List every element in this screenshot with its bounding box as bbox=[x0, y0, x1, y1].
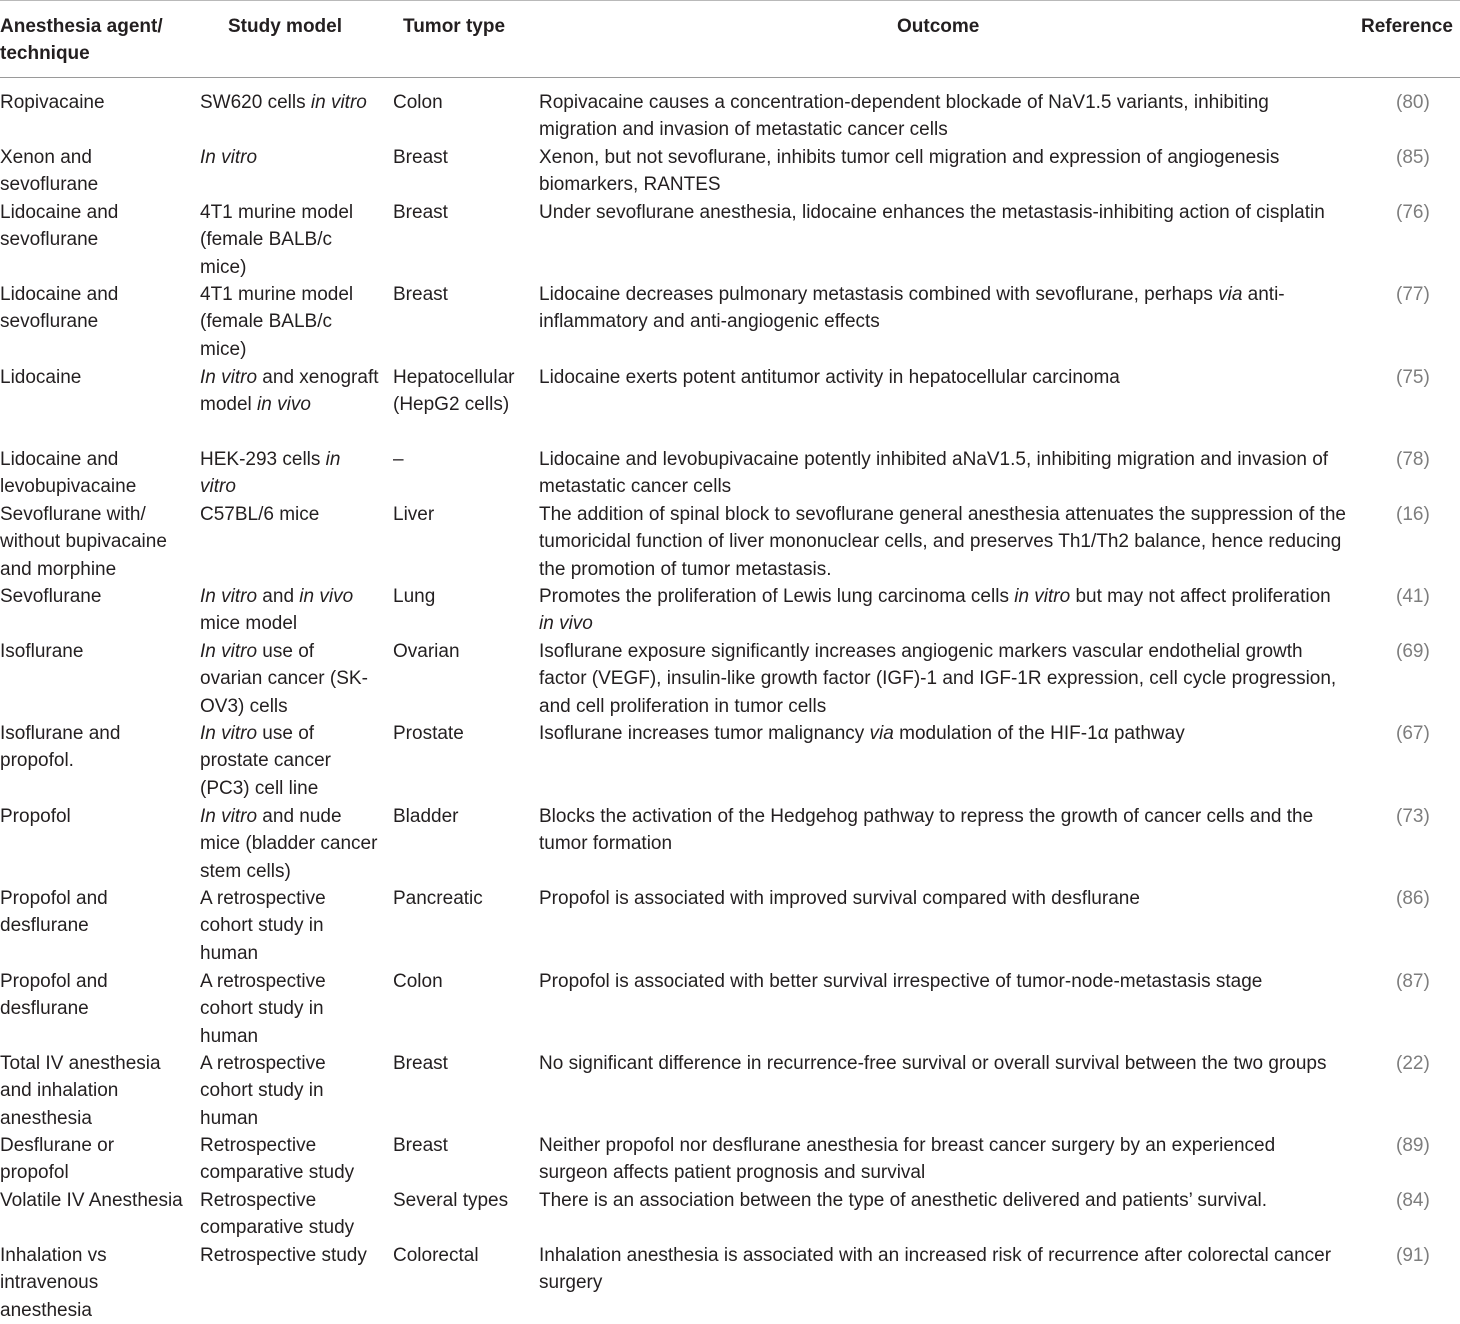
cell-outcome: Lidocaine exerts potent antitumor activity in hepatocellular carcinoma bbox=[539, 367, 1120, 388]
cell-agent: Inhalation vs intravenous anesthesia bbox=[0, 1245, 107, 1321]
cell-outcome: Propofol is associated with better survival irrespective of tumor-node-metastasis stage bbox=[539, 971, 1263, 992]
header-model: Study model bbox=[228, 16, 343, 37]
cell-reference: (78) bbox=[1396, 449, 1430, 470]
cell-reference: (16) bbox=[1396, 504, 1430, 525]
header-reference: Reference bbox=[1361, 16, 1453, 37]
cell-tumor-type: Breast bbox=[393, 1135, 448, 1156]
cell-agent: Lidocaine and levobupivacaine bbox=[0, 449, 137, 498]
cell-agent: Lidocaine and sevoflurane bbox=[0, 202, 119, 251]
cell-study-model: A retrospective cohort study in human bbox=[200, 888, 326, 964]
cell-reference: (84) bbox=[1396, 1190, 1430, 1211]
cell-outcome: Inhalation anesthesia is associated with an increased risk of recurrence after colorectal cancer surgery bbox=[539, 1245, 1332, 1294]
cell-tumor-type: Lung bbox=[393, 586, 436, 607]
cell-reference: (22) bbox=[1396, 1053, 1430, 1074]
cell-outcome: There is an association between the type of anesthetic delivered and patients’ survival. bbox=[539, 1190, 1268, 1211]
cell-agent: Ropivacaine bbox=[0, 92, 105, 113]
cell-tumor-type: – bbox=[393, 449, 404, 470]
cell-tumor-type: Bladder bbox=[393, 806, 459, 827]
cell-tumor-type: Breast bbox=[393, 147, 448, 168]
cell-reference: (76) bbox=[1396, 202, 1430, 223]
cell-tumor-type: Colorectal bbox=[393, 1245, 479, 1266]
header-agent: Anesthesia agent/ technique bbox=[0, 16, 163, 64]
header-rule bbox=[0, 77, 1460, 78]
cell-study-model: HEK-293 cells in vitro bbox=[200, 449, 341, 498]
cell-study-model: Retrospective comparative study bbox=[200, 1135, 355, 1184]
cell-agent: Total IV anesthesia and inhalation anesthesia bbox=[0, 1053, 161, 1129]
cell-reference: (73) bbox=[1396, 806, 1430, 827]
cell-reference: (69) bbox=[1396, 641, 1430, 662]
cell-tumor-type: Breast bbox=[393, 202, 448, 223]
cell-tumor-type: Ovarian bbox=[393, 641, 460, 662]
cell-study-model: Retrospective study bbox=[200, 1245, 367, 1266]
header-tumor: Tumor type bbox=[403, 16, 506, 37]
cell-agent: Sevoflurane with/ without bupivacaine and morphine bbox=[0, 504, 167, 580]
cell-tumor-type: Liver bbox=[393, 504, 435, 525]
cell-agent: Propofol and desflurane bbox=[0, 888, 108, 937]
cell-agent: Desflurane or propofol bbox=[0, 1135, 115, 1184]
cell-study-model: C57BL/6 mice bbox=[200, 504, 320, 525]
cell-study-model: Retrospective comparative study bbox=[200, 1190, 355, 1239]
cell-outcome: Xenon, but not sevoflurane, inhibits tumor cell migration and expression of angiogenesis biomarkers, RANTES bbox=[539, 147, 1280, 196]
cell-study-model: In vitro use of ovarian cancer (SK-OV3) cells bbox=[200, 641, 368, 717]
cell-outcome: Propofol is associated with improved survival compared with desflurane bbox=[539, 888, 1140, 909]
cell-study-model: 4T1 murine model (female BALB/c mice) bbox=[200, 284, 354, 360]
cell-reference: (77) bbox=[1396, 284, 1430, 305]
cell-agent: Lidocaine and sevoflurane bbox=[0, 284, 119, 333]
table-top-rule bbox=[0, 0, 1460, 1]
cell-study-model: In vitro and in vivo mice model bbox=[200, 586, 354, 635]
cell-outcome: Neither propofol nor desflurane anesthesia for breast cancer surgery by an experienced surgeon affects patient prognosis and survival bbox=[539, 1135, 1276, 1184]
cell-outcome: The addition of spinal block to sevoflurane general anesthesia attenuates the suppression of the tumoricidal function of liver mononuclear cells, and preserves Th1/Th2 balance, hence reducing the promotion of tumor metastasis. bbox=[539, 504, 1346, 580]
cell-reference: (85) bbox=[1396, 147, 1430, 168]
cell-tumor-type: Several types bbox=[393, 1190, 509, 1211]
cell-reference: (89) bbox=[1396, 1135, 1430, 1156]
cell-tumor-type: Breast bbox=[393, 1053, 448, 1074]
cell-tumor-type: Prostate bbox=[393, 723, 464, 744]
cell-study-model: 4T1 murine model (female BALB/c mice) bbox=[200, 202, 354, 278]
cell-reference: (86) bbox=[1396, 888, 1430, 909]
cell-study-model: In vitro and nude mice (bladder cancer stem cells) bbox=[200, 806, 378, 882]
cell-tumor-type: Pancreatic bbox=[393, 888, 483, 909]
cell-agent: Isoflurane and propofol. bbox=[0, 723, 121, 772]
cell-agent: Volatile IV Anesthesia bbox=[0, 1190, 183, 1211]
cell-agent: Propofol bbox=[0, 806, 71, 827]
cell-study-model: In vitro use of prostate cancer (PC3) cell line bbox=[200, 723, 331, 799]
cell-tumor-type: Breast bbox=[393, 284, 448, 305]
cell-study-model: SW620 cells in vitro bbox=[200, 92, 367, 113]
cell-outcome: Under sevoflurane anesthesia, lidocaine enhances the metastasis-inhibiting action of cisplatin bbox=[539, 202, 1325, 223]
cell-agent: Isoflurane bbox=[0, 641, 84, 662]
cell-outcome: Promotes the proliferation of Lewis lung carcinoma cells in vitro but may not affect proliferation in vivo bbox=[539, 586, 1331, 635]
cell-tumor-type: Colon bbox=[393, 92, 443, 113]
cell-agent: Xenon and sevoflurane bbox=[0, 147, 99, 196]
cell-agent: Propofol and desflurane bbox=[0, 971, 108, 1020]
cell-study-model: A retrospective cohort study in human bbox=[200, 1053, 326, 1129]
cell-reference: (80) bbox=[1396, 92, 1430, 113]
cell-agent: Sevoflurane bbox=[0, 586, 102, 607]
cell-reference: (87) bbox=[1396, 971, 1430, 992]
cell-reference: (41) bbox=[1396, 586, 1430, 607]
header-outcome: Outcome bbox=[897, 16, 980, 37]
cell-study-model: In vitro and xenograft model in vivo bbox=[200, 367, 379, 416]
cell-outcome: No significant difference in recurrence-free survival or overall survival between the two groups bbox=[539, 1053, 1327, 1074]
cell-outcome: Blocks the activation of the Hedgehog pathway to repress the growth of cancer cells and the tumor formation bbox=[539, 806, 1314, 855]
cell-tumor-type: Colon bbox=[393, 971, 443, 992]
cell-tumor-type: Hepatocellular (HepG2 cells) bbox=[393, 367, 515, 416]
cell-outcome: Lidocaine and levobupivacaine potently inhibited aNaV1.5, inhibiting migration and invasion of metastatic cancer cells bbox=[539, 449, 1329, 498]
cell-reference: (67) bbox=[1396, 723, 1430, 744]
cell-reference: (75) bbox=[1396, 367, 1430, 388]
cell-study-model: In vitro bbox=[200, 147, 258, 168]
cell-study-model: A retrospective cohort study in human bbox=[200, 971, 326, 1047]
cell-outcome: Ropivacaine causes a concentration-dependent blockade of NaV1.5 variants, inhibiting migration and invasion of metastatic cancer cells bbox=[539, 92, 1269, 141]
cell-outcome: Isoflurane exposure significantly increases angiogenic markers vascular endothelial growth factor (VEGF), insulin-like growth factor (IGF)-1 and IGF-1R expression, cell cycle progression, and cell proliferation in tumor cells bbox=[539, 641, 1337, 717]
cell-outcome: Isoflurane increases tumor malignancy via modulation of the HIF-1α pathway bbox=[539, 723, 1185, 744]
cell-agent: Lidocaine bbox=[0, 367, 82, 388]
cell-reference: (91) bbox=[1396, 1245, 1430, 1266]
cell-outcome: Lidocaine decreases pulmonary metastasis combined with sevoflurane, perhaps via anti-inflammatory and anti-angiogenic effects bbox=[539, 284, 1285, 333]
